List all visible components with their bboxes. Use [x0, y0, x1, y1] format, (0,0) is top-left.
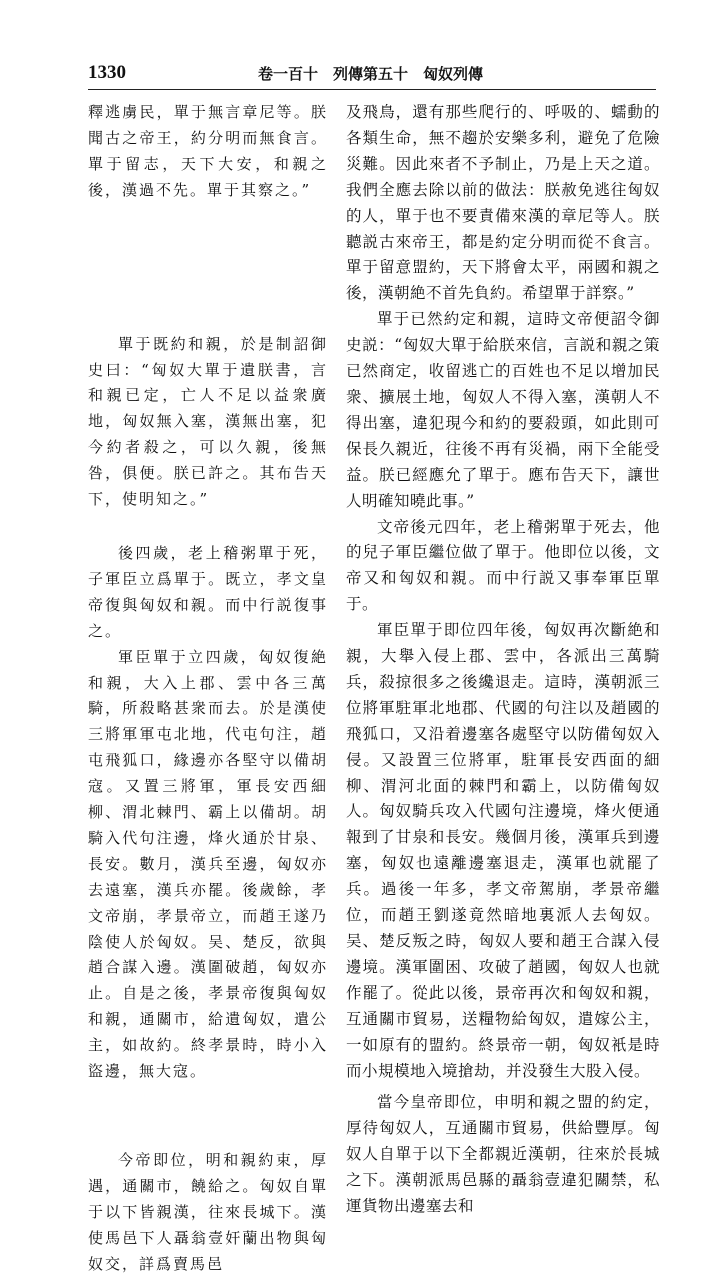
running-title: 卷一百十 列傳第五十 匈奴列傳	[258, 65, 484, 83]
left-paragraph-2: 單于既約和親，於是制詔御史曰：“匈奴大單于遺朕書，言和親已定，亡人不足以益衆廣地，匈奴無入塞，漢無出塞，犯今約者殺之，可以久親，後無咎，俱便。朕已許之。其布告天下，使明知之。”	[88, 334, 328, 509]
translation-text-column	[346, 100, 660, 1220]
running-header	[88, 62, 658, 86]
left-paragraph-4: 軍臣單于立四歲，匈奴復絶和親，大入上郡、雲中各三萬騎，所殺略甚衆而去。於是漢使三將軍軍屯北地，代屯句注，趙屯飛狐口，緣邊亦各堅守以備胡寇。又置三將軍，軍長安西細柳、渭北棘門、霸上以備胡。胡騎入代句注邊，烽火通於甘泉、長安。數月，漢兵至邊，匈奴亦去遠塞，漢兵亦罷。後歲餘，孝文帝崩，孝景帝立，而趙王遂乃陰使人於匈奴。吴、楚反，欲與趙合謀入邊。漢圍破趙，匈奴亦止。自是之後，孝景帝復與匈奴和親，通關市，給遺匈奴，遣公主，如故約。終孝景時，時小入盜邊，無大寇。	[88, 647, 328, 1081]
left-paragraph-3: 後四歲，老上稽粥單于死，子軍臣立爲單于。既立，孝文皇帝復與匈奴和親。而中行説復事之。	[88, 543, 328, 640]
right-paragraph-2: 單于已然約定和親，這時文帝便詔令御史説：“匈奴大單于給朕來信，言説和親之策已然商定，收留逃亡的百姓也不足以增加民衆、擴展土地，匈奴人不得入塞，漢朝人不得出塞，違犯現今和約的要殺頭，如此則可保長久親近，往後不再有災禍，兩下全能受益。朕已經應允了單于。應布告天下，讓世人明確知曉此事。”	[346, 310, 660, 510]
page-number: 1330	[88, 62, 126, 83]
right-paragraph-5: 當今皇帝即位，申明和親之盟的約定，厚待匈奴人，互通關市貿易，供給豐厚。匈奴人自單于以下全都親近漢朝，往來於長城之下。漢朝派馬邑縣的聶翁壹違犯關禁，私運貨物出邊塞去和	[346, 1093, 660, 1216]
header-rule	[88, 89, 656, 90]
right-paragraph-1: 及飛鳥，還有那些爬行的、呼吸的、蠕動的各類生命，無不趨於安樂多利，避免了危險災難。因此來者不予制止，乃是上天之道。我們全應去除以前的做法：朕赦免逃往匈奴的人，單于也不要責備來漢的章尼等人。朕聽説古來帝王，都是約定分明而從不食言。單于留意盟約，天下將會太平，兩國和親之後，漢朝絶不首先負約。希望單于詳察。”	[346, 103, 660, 303]
classical-text-column	[88, 100, 328, 1278]
right-paragraph-3: 文帝後元四年，老上稽粥單于死去，他的兒子軍臣繼位做了單于。他即位以後，文帝又和匈奴和親。而中行説又事奉軍臣單于。	[346, 517, 660, 614]
left-paragraph-1: 釋逃虜民，單于無言章尼等。朕聞古之帝王，約分明而無食言。單于留志，天下大安，和親之後，漢過不先。單于其察之。”	[88, 103, 328, 199]
left-paragraph-5: 今帝即位，明和親約束，厚遇，通關市，饒給之。匈奴自單于以下皆親漢，往來長城下。漢使馬邑下人聶翁壹奸蘭出物與匈奴交，詳爲賣馬邑	[88, 1151, 328, 1273]
right-paragraph-4: 軍臣單于即位四年後，匈奴再次斷絶和親，大舉入侵上郡、雲中，各派出三萬騎兵，殺掠很多之後纔退走。這時，漢朝派三位將軍駐軍北地郡、代國的句注以及趙國的飛狐口，又沿着邊塞各處堅守以防備匈奴入侵。又設置三位將軍，駐軍長安西面的細柳、渭河北面的棘門和霸上，以防備匈奴人。匈奴騎兵攻入代國句注邊境，烽火便通報到了甘泉和長安。幾個月後，漢軍兵到邊塞，匈奴也遠離邊塞退走，漢軍也就罷了兵。過後一年多，孝文帝駕崩，孝景帝繼位，而趙王劉遂竟然暗地裏派人去匈奴。吴、楚反叛之時，匈奴人要和趙王合謀入侵邊境。漢軍圍困、攻破了趙國，匈奴人也就作罷了。從此以後，景帝再次和匈奴和親，互通關市貿易，送糧物給匈奴，遣嫁公主，一如原有的盟約。終景帝一朝，匈奴衹是時而小規模地入境搶劫，并没發生大股入侵。	[346, 621, 660, 1080]
